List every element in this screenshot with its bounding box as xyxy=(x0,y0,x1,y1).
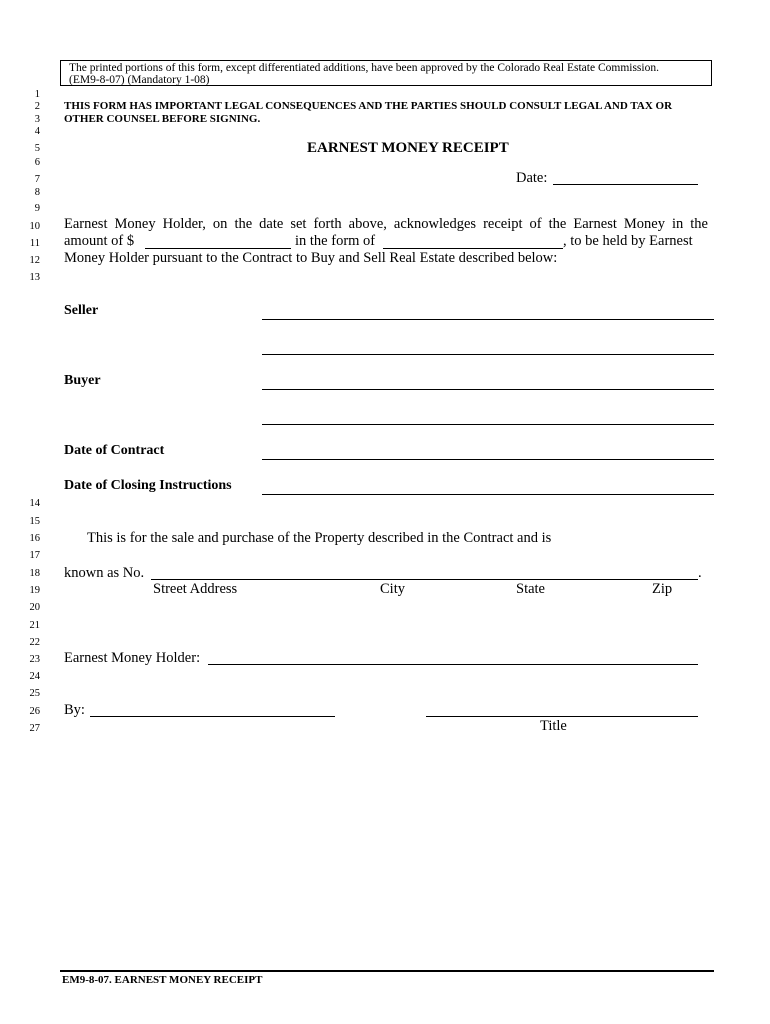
paragraph-line1: Earnest Money Holder, on the date set forth above, acknowledges receipt of the Earnest Money in the xyxy=(64,216,708,232)
property-address-field[interactable] xyxy=(151,579,698,580)
approval-notice-line2: (EM9-8-07) (Mandatory 1-08) xyxy=(69,74,210,86)
seller-label: Seller xyxy=(64,303,99,318)
line-number: 1 xyxy=(34,89,40,100)
zip-caption: Zip xyxy=(652,581,673,597)
paragraph-amount-label: amount of $ xyxy=(64,233,135,249)
seller-field-line2[interactable] xyxy=(262,354,714,355)
date-of-contract-field[interactable] xyxy=(262,459,714,460)
line-number: 14 xyxy=(29,498,40,509)
line-number: 21 xyxy=(29,620,40,631)
title-caption: Title xyxy=(540,718,567,734)
buyer-label: Buyer xyxy=(64,373,101,388)
footer-text: EM9-8-07. EARNEST MONEY RECEIPT xyxy=(62,974,263,986)
line-number: 10 xyxy=(29,221,40,232)
paragraph-line3: Money Holder pursuant to the Contract to Buy and Sell Real Estate described below: xyxy=(64,250,558,266)
line-number: 19 xyxy=(29,585,40,596)
street-address-caption: Street Address xyxy=(153,581,238,597)
line-number: 24 xyxy=(29,671,40,682)
buyer-field-line2[interactable] xyxy=(262,424,714,425)
line-number: 27 xyxy=(29,723,40,734)
line-number: 9 xyxy=(34,203,40,214)
document-title: EARNEST MONEY RECEIPT xyxy=(307,140,509,156)
date-of-contract-label: Date of Contract xyxy=(64,443,165,458)
line-number: 18 xyxy=(29,568,40,579)
line-number: 5 xyxy=(34,143,40,154)
line-number: 7 xyxy=(34,174,40,185)
seller-field-line1[interactable] xyxy=(262,319,714,320)
known-as-label: known as No. xyxy=(64,565,145,581)
by-label: By: xyxy=(64,702,85,718)
line-number: 20 xyxy=(29,602,40,613)
paragraph-held-by: , to be held by Earnest xyxy=(563,233,693,249)
address-period: . xyxy=(698,565,702,581)
earnest-money-holder-label: Earnest Money Holder: xyxy=(64,650,201,666)
date-field[interactable] xyxy=(553,184,698,185)
date-of-closing-label: Date of Closing Instructions xyxy=(64,478,232,493)
earnest-money-holder-field[interactable] xyxy=(208,664,698,665)
line-number: 15 xyxy=(29,516,40,527)
legal-warning-line1: THIS FORM HAS IMPORTANT LEGAL CONSEQUENCES AND THE PARTIES SHOULD CONSULT LEGAL AND TAX OR xyxy=(64,100,673,112)
form-of-payment-field[interactable] xyxy=(383,248,563,249)
paragraph-form-label: in the form of xyxy=(295,233,376,249)
date-label: Date: xyxy=(516,170,548,186)
line-number: 8 xyxy=(34,187,40,198)
line-number: 11 xyxy=(29,238,40,249)
by-signature-field[interactable] xyxy=(90,716,335,717)
legal-warning-line2: OTHER COUNSEL BEFORE SIGNING. xyxy=(64,113,261,125)
line-number: 12 xyxy=(29,255,40,266)
state-caption: State xyxy=(516,581,545,597)
approval-notice-box xyxy=(60,60,712,86)
buyer-field-line1[interactable] xyxy=(262,389,714,390)
line-number: 6 xyxy=(34,157,40,168)
property-sentence: This is for the sale and purchase of the Property described in the Contract and is xyxy=(87,530,552,546)
line-number: 3 xyxy=(34,114,40,125)
date-of-closing-field[interactable] xyxy=(262,494,714,495)
line-number: 13 xyxy=(29,272,40,283)
line-number: 25 xyxy=(29,688,40,699)
signer-title-field[interactable] xyxy=(426,716,698,717)
line-number: 16 xyxy=(29,533,40,544)
city-caption: City xyxy=(380,581,405,597)
line-number: 23 xyxy=(29,654,40,665)
line-number: 2 xyxy=(34,101,40,112)
line-number: 4 xyxy=(34,126,40,137)
amount-field[interactable] xyxy=(145,248,291,249)
line-number: 17 xyxy=(29,550,40,561)
approval-notice-line1: The printed portions of this form, except differentiated additions, have been approved by the Colorado Real Estate Commission. xyxy=(69,62,659,74)
line-number: 22 xyxy=(29,637,40,648)
footer-rule xyxy=(60,970,714,972)
line-number: 26 xyxy=(29,706,40,717)
